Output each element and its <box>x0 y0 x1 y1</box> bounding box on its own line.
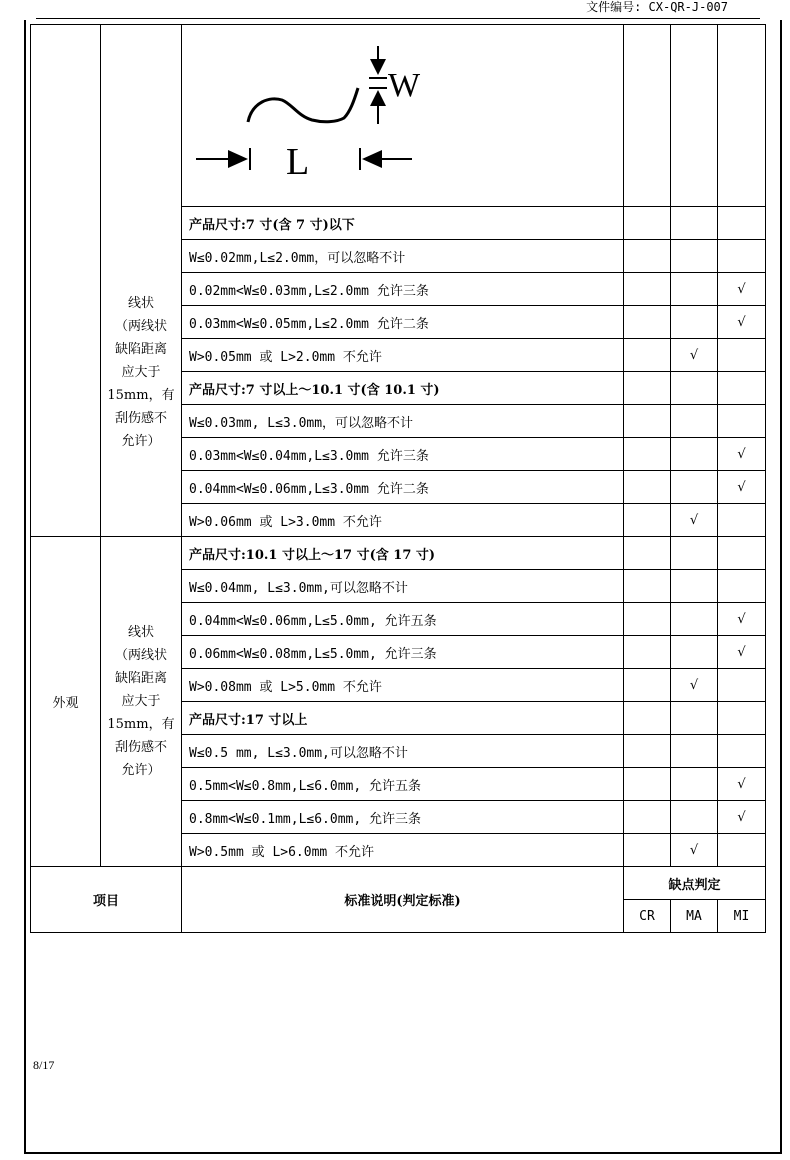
w-arrow-top-icon <box>370 59 386 75</box>
judgement-cr-cell <box>624 273 671 306</box>
judgement-cr-cell <box>624 504 671 537</box>
judgement-ma-cell <box>671 570 718 603</box>
criteria-description: 产品尺寸:7 寸(含 7 寸)以下 <box>182 207 624 240</box>
judgement-cr-cell <box>624 735 671 768</box>
judgement-ma-cell <box>671 735 718 768</box>
sub-category-line: 缺陷距离 <box>114 671 167 686</box>
criteria-description: W≤0.5 mm, L≤3.0mm,可以忽略不计 <box>182 735 624 768</box>
judgement-cr-cell <box>624 207 671 240</box>
scratch-dimension-diagram <box>182 26 622 206</box>
judgement-mi-cell: √ <box>718 471 766 504</box>
judgement-mi-cell <box>718 669 766 702</box>
criteria-row <box>31 537 766 570</box>
judgement-ma-cell <box>671 207 718 240</box>
sub-category-line: 允许） <box>121 433 161 449</box>
scratch-diagram-cell <box>182 25 624 207</box>
sub-category-line: 15mm，有 <box>107 387 175 403</box>
judgement-cr-cell <box>624 537 671 570</box>
judgement-mi-cell <box>718 570 766 603</box>
scratch-curve <box>248 88 358 122</box>
sub-category-line: 线状 <box>127 295 154 311</box>
judgement-cr-cell <box>624 339 671 372</box>
header-rule <box>36 18 760 19</box>
judgement-mi-cell: √ <box>718 768 766 801</box>
judgement-mi-cell <box>718 702 766 735</box>
judgement-ma-cell <box>671 537 718 570</box>
judgement-cr-cell <box>624 768 671 801</box>
judgement-mi-cell <box>718 240 766 273</box>
sub-category-cell-2 <box>101 537 182 867</box>
judgement-mi-cell: √ <box>718 273 766 306</box>
judgement-mi-cell <box>718 834 766 867</box>
judgement-ma-cell: √ <box>671 669 718 702</box>
footer-standard-label: 标准说明(判定标准) <box>182 867 624 933</box>
judgement-ma-cell: √ <box>671 504 718 537</box>
sub-category-line: 刮伤感不 <box>114 740 167 755</box>
criteria-description: 0.03mm<W≤0.05mm,L≤2.0mm 允许二条 <box>182 306 624 339</box>
criteria-description: 0.04mm<W≤0.06mm,L≤5.0mm, 允许五条 <box>182 603 624 636</box>
footer-judgement-label: 缺点判定 <box>624 867 766 900</box>
main-category-cell-top <box>31 25 101 537</box>
sub-category-line: （两线状 <box>114 648 167 663</box>
criteria-description: 产品尺寸:7 寸以上～10.1 寸(含 10.1 寸) <box>182 372 624 405</box>
document-code: 文件编号: CX-QR-J-007 <box>586 0 728 14</box>
judgement-ma-cell <box>671 471 718 504</box>
sub-category-line: 应大于 <box>121 694 161 709</box>
judgement-ma-cell <box>671 768 718 801</box>
judgement-ma-cell <box>671 405 718 438</box>
judgement-ma-cell: √ <box>671 339 718 372</box>
judgement-ma-cell <box>671 372 718 405</box>
page-number: 8/17 <box>33 1058 55 1072</box>
judgement-ma-cell <box>671 273 718 306</box>
sub-category-line: 15mm，有 <box>107 717 175 732</box>
footer-mi-label: MI <box>718 900 766 933</box>
sub-category-line: 允许） <box>121 763 161 778</box>
footer-cr-label: CR <box>624 900 671 933</box>
criteria-description: 0.8mm<W≤0.1mm,L≤6.0mm, 允许三条 <box>182 801 624 834</box>
criteria-description: 0.5mm<W≤0.8mm,L≤6.0mm, 允许五条 <box>182 768 624 801</box>
judgement-cr-cell <box>624 405 671 438</box>
judgement-ma-cell <box>671 603 718 636</box>
judgement-mi-cell <box>718 735 766 768</box>
main-category-cell: 外观 <box>31 537 101 867</box>
w-arrow-bottom-icon <box>370 90 386 106</box>
criteria-description: 产品尺寸:10.1 寸以上～17 寸(含 17 寸) <box>182 537 624 570</box>
inspection-table <box>30 24 766 933</box>
criteria-description: W≤0.03mm, L≤3.0mm，可以忽略不计 <box>182 405 624 438</box>
figure-row <box>31 25 766 207</box>
judgement-mi-cell: √ <box>718 801 766 834</box>
judgement-mi-cell <box>718 405 766 438</box>
judgement-cr-cell <box>624 603 671 636</box>
sub-category-line: 刮伤感不 <box>114 410 167 426</box>
criteria-description: W>0.06mm 或 L>3.0mm 不允许 <box>182 504 624 537</box>
judgement-mi-cell: √ <box>718 603 766 636</box>
judgement-ma-cell: √ <box>671 834 718 867</box>
judgement-mi-cell: √ <box>718 636 766 669</box>
judgement-ma-cell <box>671 702 718 735</box>
sub-category-line: 线状 <box>127 625 154 640</box>
criteria-description: W>0.08mm 或 L>5.0mm 不允许 <box>182 669 624 702</box>
footer-item-label: 项目 <box>31 867 182 933</box>
w-label: W <box>388 66 421 104</box>
footer-ma-label: MA <box>671 900 718 933</box>
criteria-description: W>0.5mm 或 L>6.0mm 不允许 <box>182 834 624 867</box>
judgement-ma-cell <box>671 801 718 834</box>
judgement-cr-cell <box>624 702 671 735</box>
judgement-cr-cell <box>624 240 671 273</box>
criteria-description: W>0.05mm 或 L>2.0mm 不允许 <box>182 339 624 372</box>
judgement-ma-cell <box>671 438 718 471</box>
l-arrow-left-icon <box>228 150 248 168</box>
judgement-ma-cell <box>671 306 718 339</box>
judgement-mi-cell: √ <box>718 306 766 339</box>
judgement-mi-cell <box>718 372 766 405</box>
sub-category-line: 缺陷距离 <box>114 341 167 357</box>
judgement-cr-cell <box>624 636 671 669</box>
judgement-ma-cell <box>671 636 718 669</box>
criteria-description: 0.04mm<W≤0.06mm,L≤3.0mm 允许二条 <box>182 471 624 504</box>
footer-row-1 <box>31 867 766 900</box>
judgement-cr-cell <box>624 438 671 471</box>
criteria-description: W≤0.02mm,L≤2.0mm，可以忽略不计 <box>182 240 624 273</box>
criteria-description: 0.02mm<W≤0.03mm,L≤2.0mm 允许三条 <box>182 273 624 306</box>
sub-category-cell-1 <box>101 25 182 537</box>
judgement-cr-cell <box>624 801 671 834</box>
criteria-description: 0.03mm<W≤0.04mm,L≤3.0mm 允许三条 <box>182 438 624 471</box>
judgement-cr-cell <box>624 834 671 867</box>
judgement-mi-cell <box>718 207 766 240</box>
judgement-mi-cell <box>718 504 766 537</box>
judgement-cr-cell <box>624 372 671 405</box>
judgement-cr-cell <box>624 669 671 702</box>
judgement-mi-cell: √ <box>718 438 766 471</box>
judgement-ma-cell <box>671 240 718 273</box>
l-label: L <box>286 140 310 183</box>
judgement-mi-cell <box>718 339 766 372</box>
criteria-description: 产品尺寸:17 寸以上 <box>182 702 624 735</box>
judgement-cr-cell <box>624 471 671 504</box>
criteria-description: 0.06mm<W≤0.08mm,L≤5.0mm, 允许三条 <box>182 636 624 669</box>
sub-category-line: 应大于 <box>121 364 161 380</box>
sub-category-line: （两线状 <box>114 318 167 334</box>
criteria-description: W≤0.04mm, L≤3.0mm,可以忽略不计 <box>182 570 624 603</box>
judgement-cr-cell <box>624 306 671 339</box>
judgement-cr-cell <box>624 570 671 603</box>
judgement-mi-cell <box>718 537 766 570</box>
